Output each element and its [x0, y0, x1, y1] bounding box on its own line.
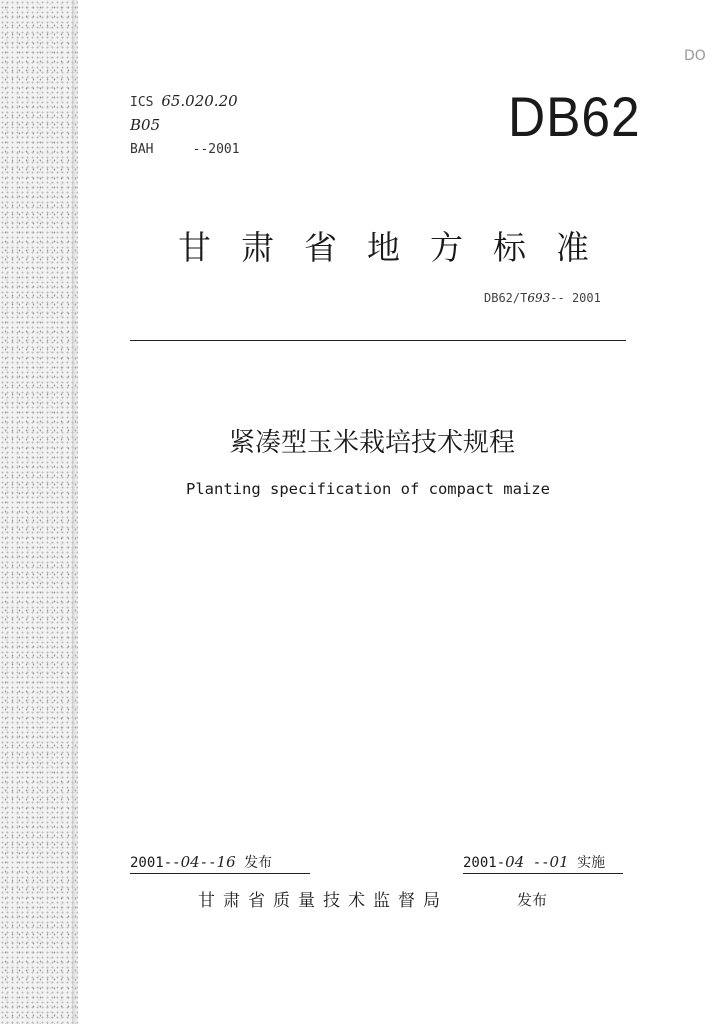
classification-code-value: B05: [130, 116, 161, 134]
ics-code: [130, 92, 238, 110]
issue-day: 16: [216, 853, 236, 871]
issue-date: [130, 852, 272, 872]
issue-label: 发布: [244, 855, 273, 871]
standard-number-suffix: -- 2001: [550, 291, 601, 305]
standard-number: [484, 291, 601, 305]
implementation-date-underline: [463, 873, 623, 874]
document-title-english: Planting specification of compact maize: [186, 480, 550, 498]
impl-label: 实施: [577, 855, 606, 871]
binding-edge-shadow: [72, 0, 78, 1024]
standard-badge: DB62: [508, 85, 641, 148]
ics-prefix: ICS: [130, 95, 154, 110]
record-prefix: BAH: [130, 142, 154, 157]
ics-code-value: 65.020.20: [161, 92, 238, 110]
issue-month: 04: [180, 853, 200, 871]
document-title-chinese: 紧凑型玉米栽培技术规程: [229, 428, 516, 458]
standard-number-handwritten: 693: [527, 291, 551, 305]
issue-year: 2001--: [130, 855, 181, 871]
issue-date-underline: [130, 873, 310, 874]
binding-scan-strip: [0, 0, 78, 1024]
publisher-action: 发布: [517, 891, 548, 909]
record-number: [130, 142, 240, 157]
impl-day: 01: [549, 853, 569, 871]
header-divider: [130, 340, 626, 341]
implementation-date: [463, 852, 605, 872]
corner-handwritten-mark: DO: [684, 48, 706, 64]
publisher-name: 甘肃省质量技术监督局: [198, 891, 448, 911]
impl-year: 2001-: [463, 855, 506, 871]
classification-code: [130, 116, 160, 134]
record-suffix: --2001: [192, 142, 240, 157]
standard-category-title: 甘肃省地方标准: [178, 228, 619, 267]
impl-separator: --: [532, 855, 550, 871]
standard-number-prefix: DB62/T: [484, 291, 528, 305]
issue-separator: --: [199, 855, 217, 871]
impl-month: 04: [505, 853, 525, 871]
